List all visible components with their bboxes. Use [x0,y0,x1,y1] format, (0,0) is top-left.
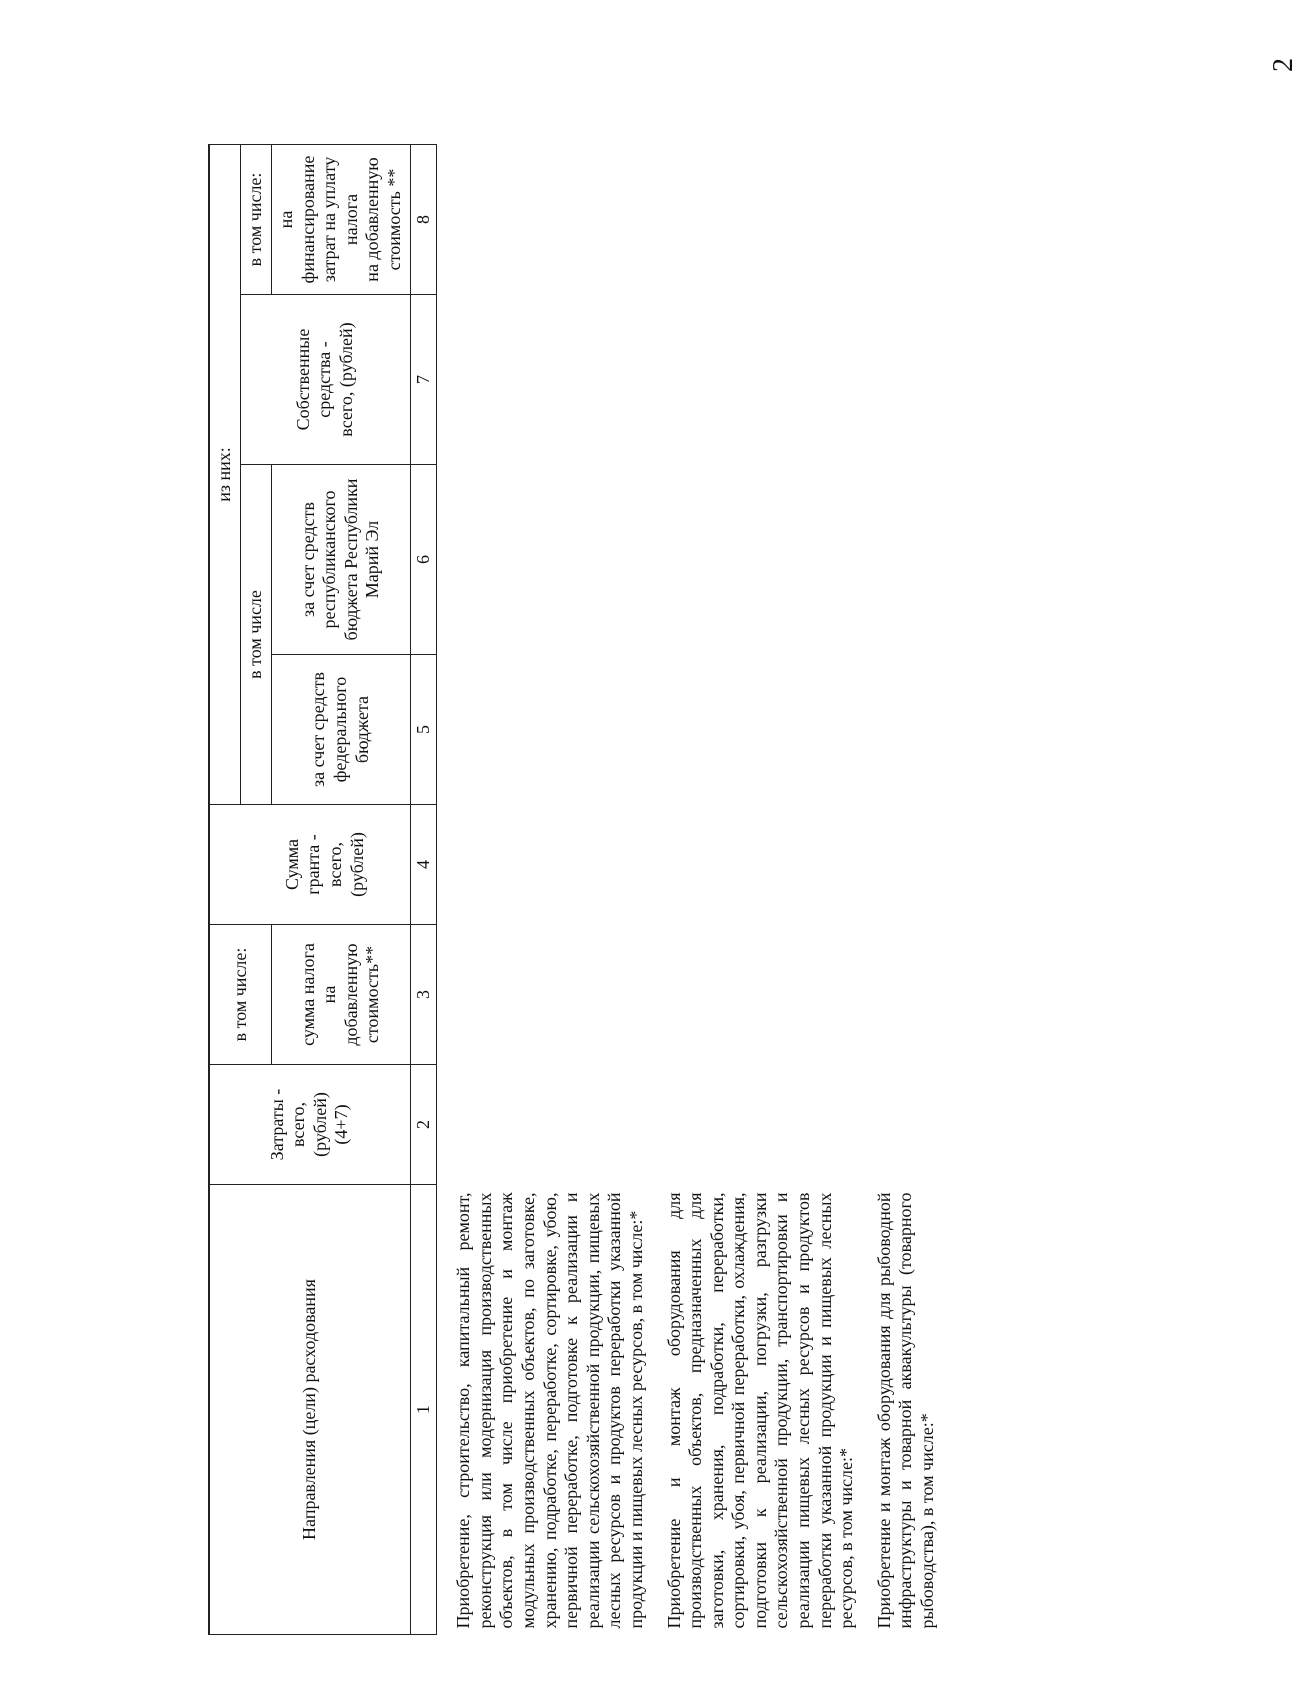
row-description: Приобретение и монтаж оборудования для рыбоводной инфраструктуры и товарной аквакультуры (товарного рыбоводства), в том числе:* [873,1192,938,1629]
column-number: 6 [410,465,437,655]
table-row [858,144,939,1634]
column-number: 8 [410,144,437,294]
column-number: 1 [410,1185,437,1635]
header-of-them: из них: [209,144,241,804]
header-vat-financing: на финансирование затрат на уплату налога на добавленную стоимость ** [272,144,411,294]
column-number: 7 [410,295,437,465]
column-number: 2 [410,1065,437,1185]
table-row [437,144,648,1634]
header-vat-sum: сумма налога на добавленную стоимость** [272,925,411,1065]
header-own-funds: Собственные средства - всего, (рублей) [241,295,411,465]
page-number: 2 [1268,58,1299,72]
header-grant-total: Сумма гранта - всего, (рублей) [241,805,411,925]
header-federal: за счет средств федерального бюджета [272,655,411,805]
column-number-row [410,144,437,1634]
header-top-blank [209,805,241,925]
header-direction: Направления (цели) расходования [209,1185,410,1635]
column-number: 5 [410,655,437,805]
header-including-3: в том числе: [241,144,272,294]
header-costs-total: Затраты - всего, (рублей) (4+7) [209,1065,410,1185]
header-republic: за счет средств республиканского бюджета Республики Марий Эл [272,465,411,655]
row-description: Приобретение, строительство, капитальный ремонт, реконструкция или модернизация производственных объектов, в том числе приобретение и монтаж модульных производственных объектов, по заготовке, хранению, подработке, переработке, сортировке, убою, первичной переработке, подготовке к реализации и реализации сельскохозяйственной продукции, пищевых лесных ресурсов и продуктов переработки указанной продукции и пищевых лесных ресурсов, в том числе:* [453,1192,646,1629]
column-number: 4 [410,805,437,925]
table-row [648,144,858,1634]
header-including-2: в том числе [241,465,272,805]
header-including-1: в том числе: [209,925,272,1065]
expenditure-table [208,144,939,1635]
row-description: Приобретение и монтаж оборудования для производственных объектов, предназначенных для заготовки, хранения, подработки, переработки, сортировки, убоя, первичной переработки, охлаждения, подготовки к реализации, погрузки, разгрузки сельскохозяйственной продукции, транспортировки и реализации пищевых лесных ресурсов и продуктов переработки указанной продукции и пищевых лесных ресурсов, в том числе:* [663,1192,857,1629]
column-number: 3 [410,925,437,1065]
